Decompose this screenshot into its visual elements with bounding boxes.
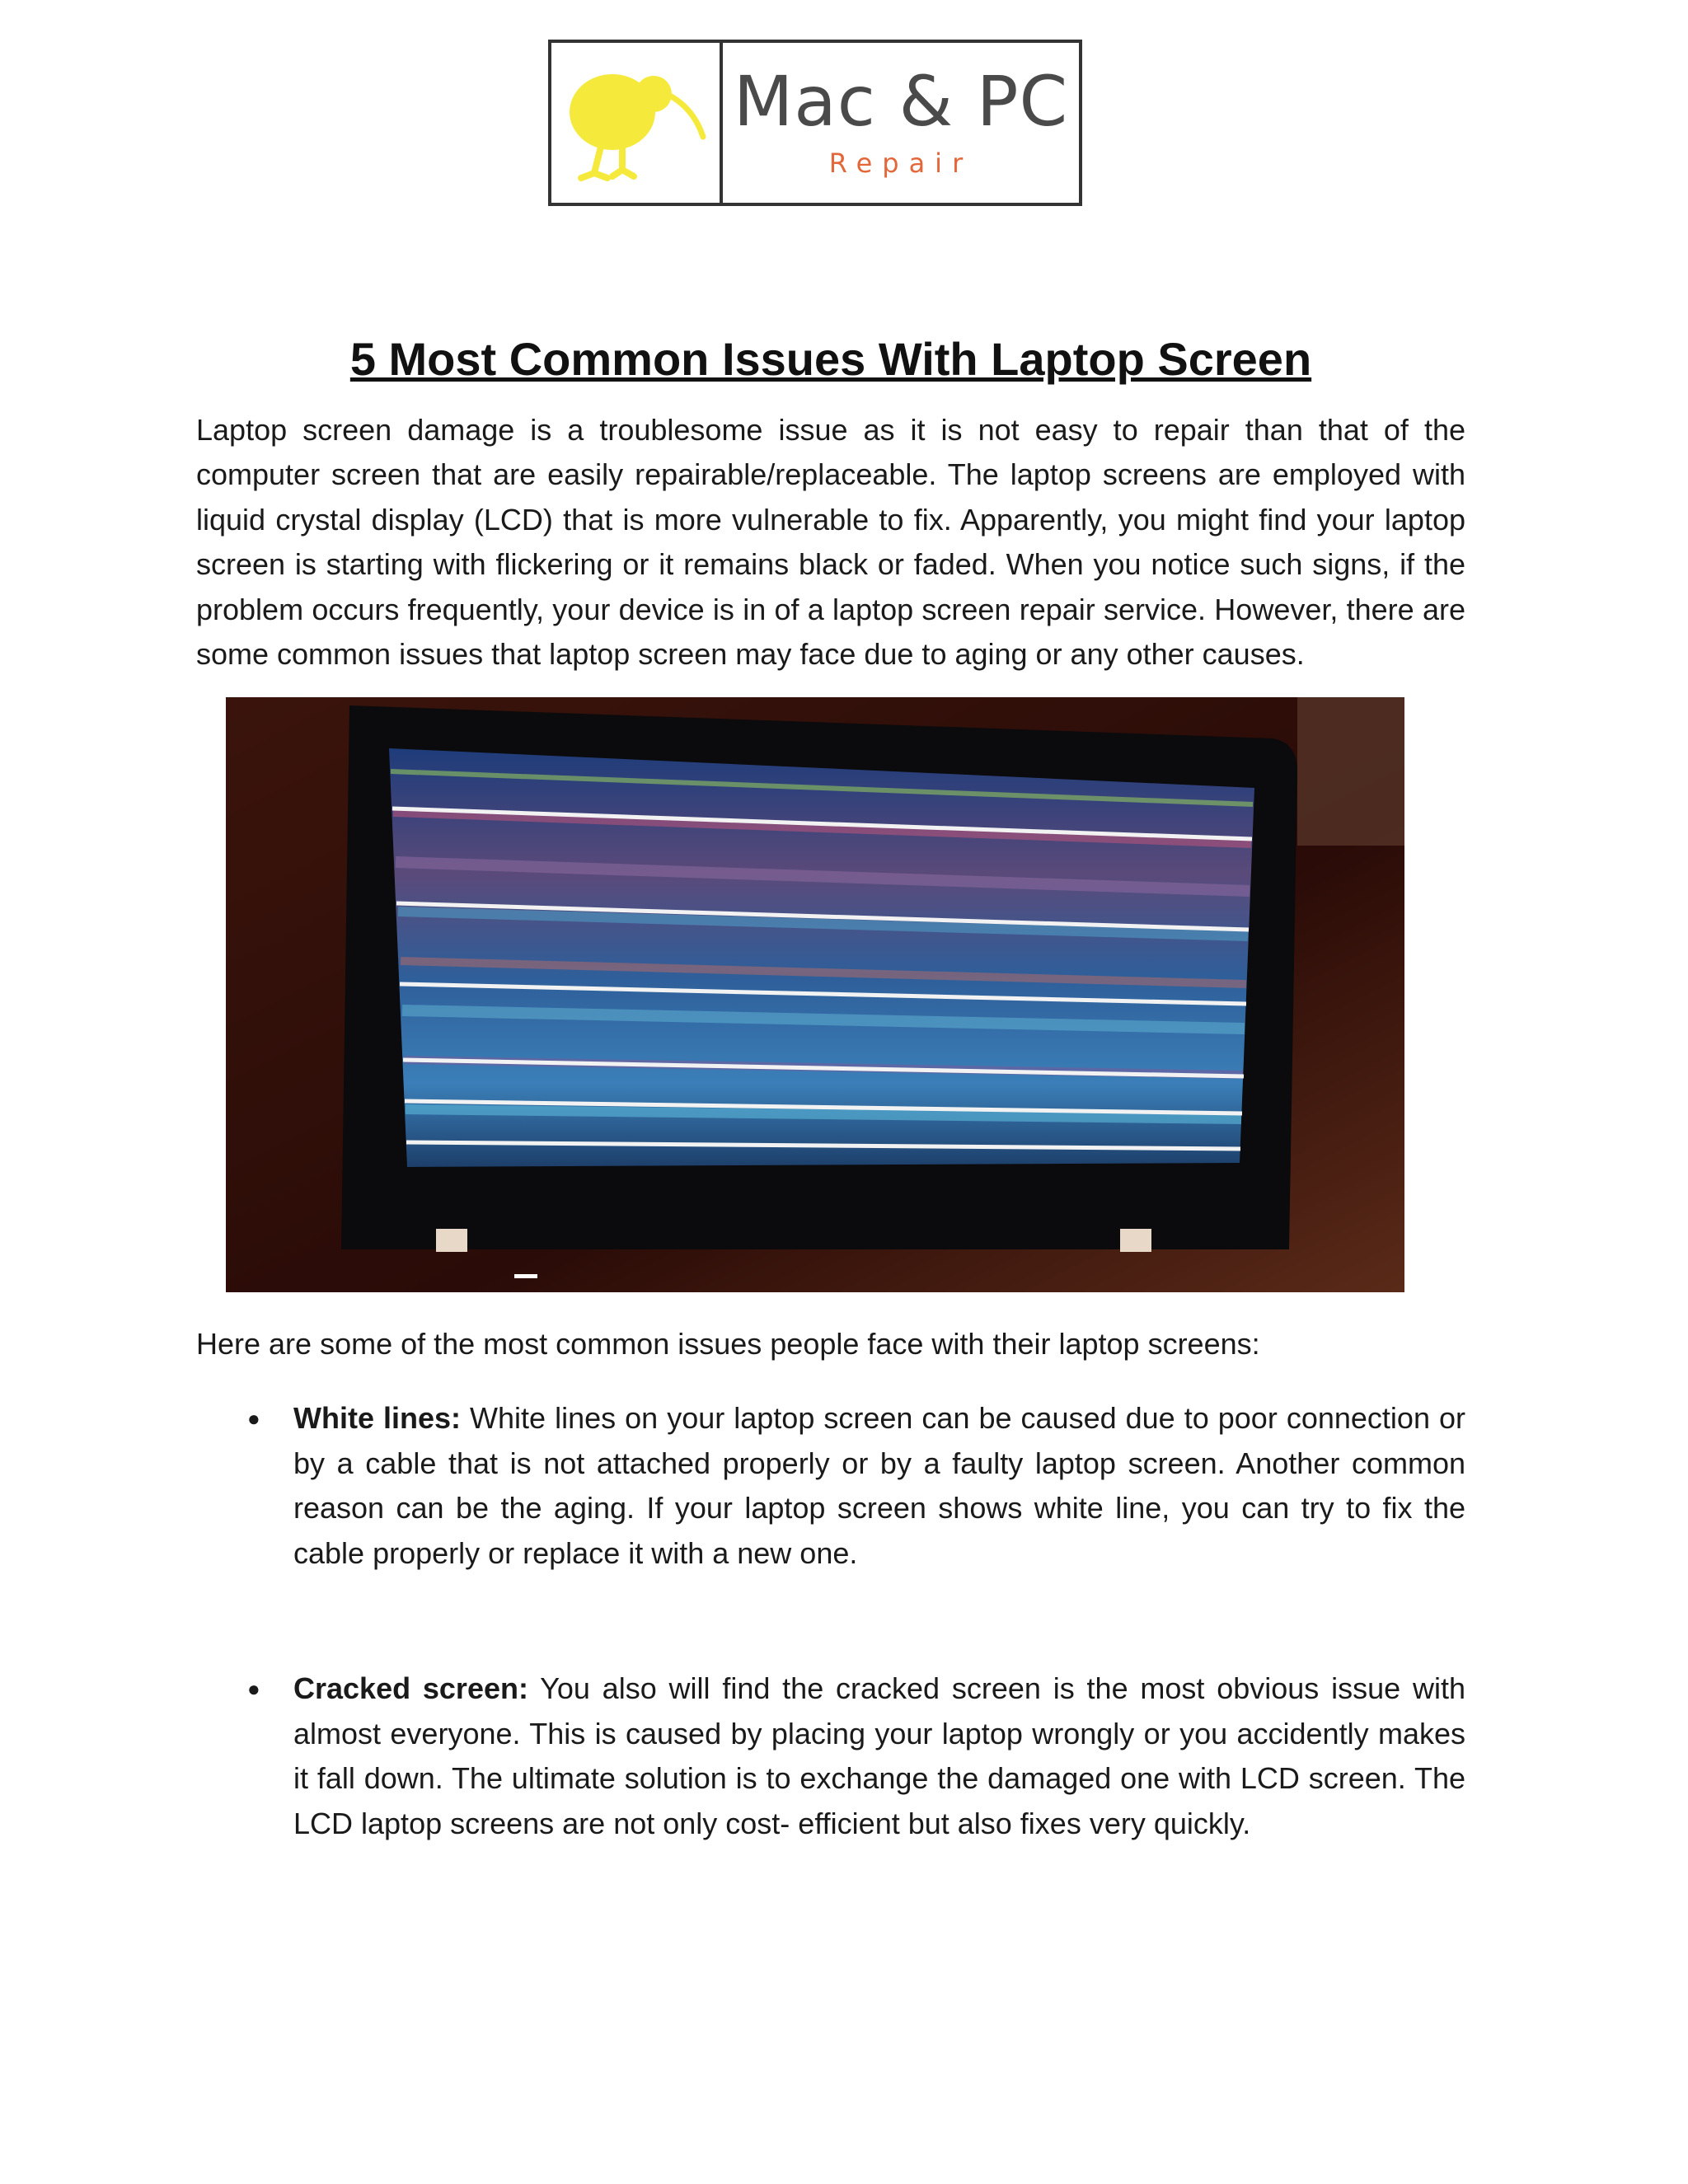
brand-name: Mac & PC (733, 61, 1069, 142)
intro-paragraph: Laptop screen damage is a troublesome issue as it is not easy to repair than that of the computer screen that are easily repairable/replaceable. The laptop screens are employed with liquid crystal display (LCD) that is more vulnerable to fix. Apparently, you might find your laptop screen is starting with flickering or it remains black or faded. When you notice such signs, if the problem occurs frequently, your device is in of a laptop screen repair service. However, there are some common issues that laptop screen may face due to aging or any other causes. (196, 412, 1465, 672)
brand-logo (548, 40, 1082, 206)
document-body (196, 330, 1465, 1937)
issue-heading: Cracked screen: (293, 1671, 528, 1706)
issue-heading: White lines: (293, 1401, 462, 1436)
issue-text: White lines on your laptop screen can be caused due to poor connection or by a cable that is not attached properly or by a faulty laptop screen. Another common reason can be the aging. If your laptop screen shows white line, you can try to fix the cable properly or replace it with a new one. (293, 1401, 1465, 1570)
list-item (196, 1666, 1465, 1846)
issue-text: You also will find the cracked screen is the most obvious issue with almost everyone. This is caused by placing your laptop wrongly or you accidently makes it fall down. The ultimate solution is to exchange the damaged one with LCD screen. The LCD laptop screens are not only cost- efficient but also fixes very quickly. (293, 1671, 1465, 1840)
page-title: 5 Most Common Issues With Laptop Screen (349, 333, 1312, 385)
list-intro: Here are some of the most common issues people face with their laptop screens: (196, 1326, 1260, 1361)
broken-laptop-screen-photo (226, 697, 1404, 1292)
logo-wordmark (723, 43, 1079, 203)
list-item (196, 1396, 1465, 1576)
bullet-icon: ● (247, 1406, 260, 1432)
logo-mascot-panel (551, 43, 723, 203)
kiwi-bird-icon (561, 61, 710, 185)
issue-list (196, 1396, 1465, 1846)
bullet-icon: ● (247, 1676, 260, 1702)
brand-subtitle: Repair (828, 148, 973, 179)
